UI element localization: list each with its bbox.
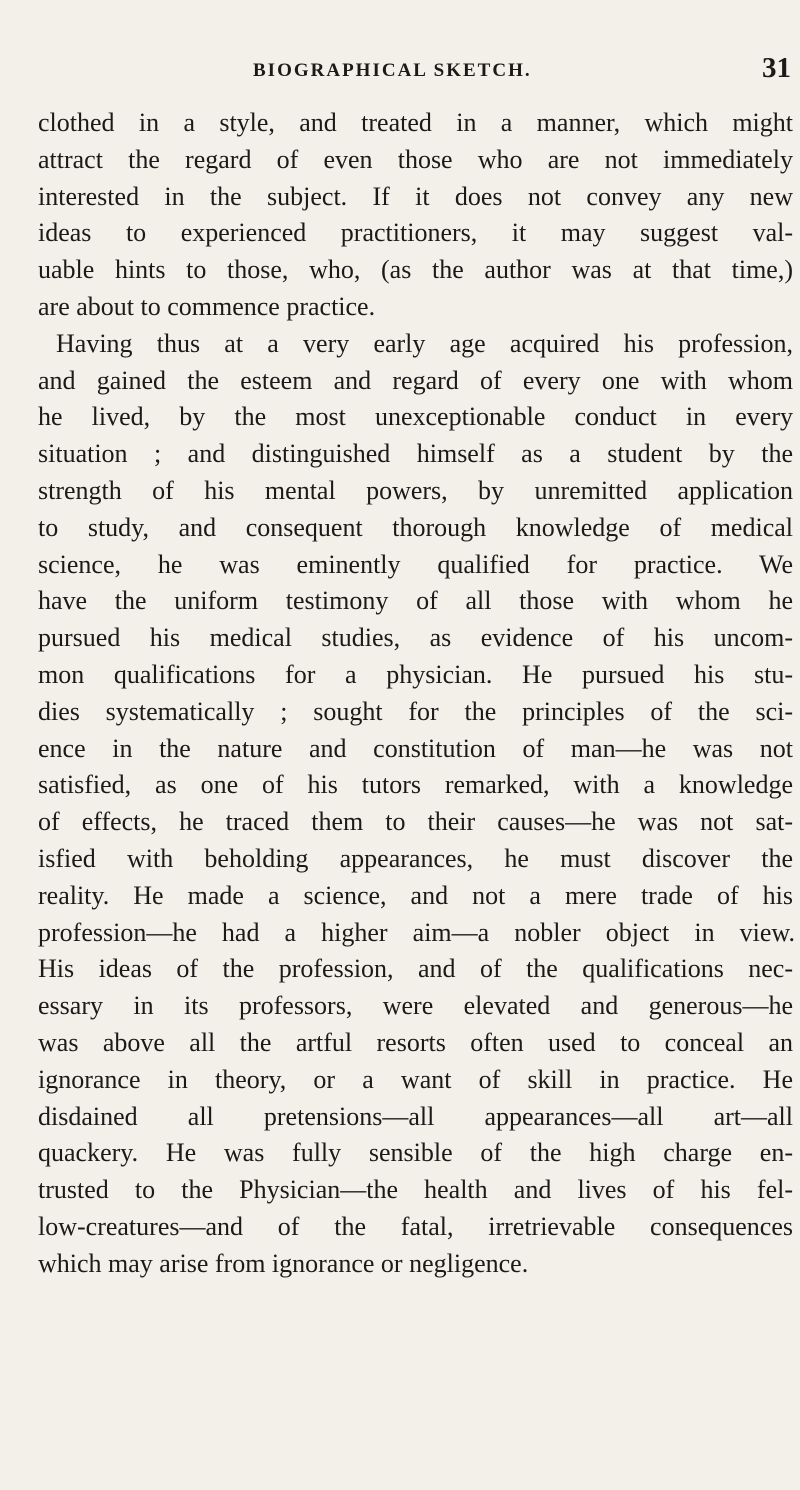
text-line: was above all the artful resorts often used to conceal an [38, 1027, 793, 1057]
text-line: low-creatures—and of the fatal, irretrievable consequences [38, 1211, 793, 1241]
text-line: ence in the nature and constitution of man—he was not [38, 733, 793, 763]
text-line: ideas to experienced practitioners, it may suggest val- [38, 218, 793, 248]
text-line: isfied with beholding appearances, he must discover the [38, 843, 793, 873]
running-head [0, 52, 800, 92]
running-title: BIOGRAPHICAL SKETCH. [253, 60, 532, 81]
text-line: profession—he had a higher aim—a nobler object in view. [38, 917, 795, 947]
paragraph-start-line: Having thus at a very early age acquired his profession, [56, 328, 793, 358]
text-line: clothed in a style, and treated in a manner, which might [38, 108, 793, 137]
text-line: to study, and consequent thorough knowledge of medical [38, 512, 793, 542]
text-line: essary in its professors, were elevated and generous—he [38, 991, 793, 1021]
text-line: uable hints to those, who, (as the author was at that time,) [38, 255, 793, 285]
text-line: mon qualifications for a physician. He pursued his stu- [38, 659, 793, 689]
text-line: science, he was eminently qualified for practice. We [38, 549, 793, 579]
text-line: situation ; and distinguished himself as a student by the [38, 439, 793, 469]
text-line: are about to commence practice. [38, 291, 376, 321]
body-text [38, 105, 798, 1283]
text-line: attract the regard of even those who are not immediately [38, 144, 793, 174]
text-line: dies systematically ; sought for the principles of the sci- [38, 696, 793, 726]
text-line: and gained the esteem and regard of every one with whom [38, 365, 793, 395]
text-line: of effects, he traced them to their causes—he was not sat- [38, 807, 793, 837]
text-line: pursued his medical studies, as evidence of his uncom- [38, 623, 793, 653]
text-line: interested in the subject. If it does not convey any new [38, 181, 793, 211]
text-line: which may arise from ignorance or negligence. [38, 1248, 529, 1278]
text-line: disdained all pretensions—all appearances—all art—all [38, 1101, 793, 1131]
page-number: 31 [762, 52, 791, 84]
text-line: have the uniform testimony of all those with whom he [38, 586, 793, 616]
text-line: reality. He made a science, and not a mere trade of his [38, 880, 793, 910]
text-line: ignorance in theory, or a want of skill in practice. He [38, 1064, 793, 1094]
text-line: he lived, by the most unexceptionable conduct in every [38, 402, 793, 432]
text-line: satisfied, as one of his tutors remarked, with a knowledge [38, 770, 793, 800]
text-line: trusted to the Physician—the health and lives of his fel- [38, 1175, 793, 1205]
text-line: His ideas of the profession, and of the qualifications nec- [38, 954, 793, 984]
text-line: quackery. He was fully sensible of the high charge en- [38, 1138, 793, 1168]
text-line: strength of his mental powers, by unremitted application [38, 475, 793, 505]
